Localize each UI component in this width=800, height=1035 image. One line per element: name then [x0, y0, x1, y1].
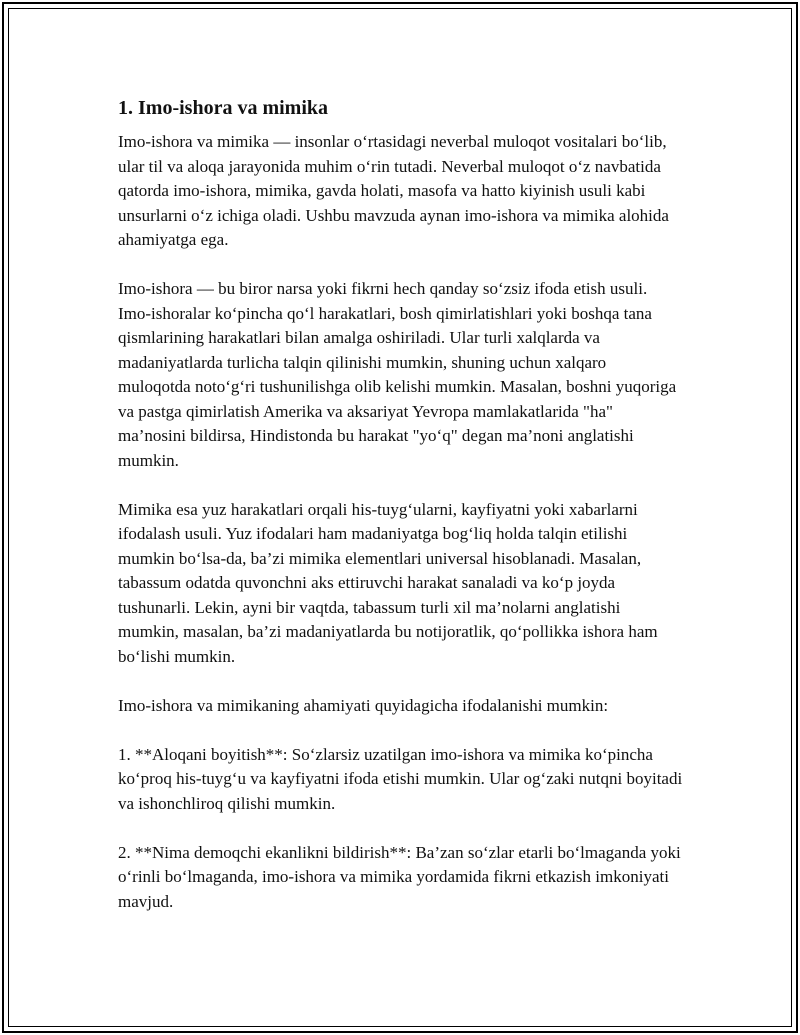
paragraph-gesture: Imo-ishora — bu biror narsa yoki fikrni hech qanday so‘zsiz ifoda etish usuli. Imo-ishoralar ko‘pincha qo‘l harakatlari, bosh qimirlatishlari yoki boshqa tana qismlarining harakatlari bilan amalga oshiriladi. Ular turli xalqlarda va madaniyatlarda turlicha talqin qilinishi mumkin, shuning uchun xalqaro muloqotda noto‘g‘ri tushunilishga olib kelishi mumkin. Masalan, boshni yuqoriga va pastga qimirlatish Amerika va aksariyat Yevropa mamlakatlarida "ha" ma’nosini bildirsa, Hindistonda bu harakat "yo‘q" degan ma’noni anglatishi mumkin.	[118, 279, 677, 470]
document-body	[118, 96, 683, 939]
section-heading: 1. Imo-ishora va mimika	[118, 97, 328, 119]
paragraph-intro: Imo-ishora va mimika — insonlar o‘rtasidagi neverbal muloqot vositalari bo‘lib, ular til va aloqa jarayonida muhim o‘rin tutadi. Neverbal muloqot o‘z navbatida qatorda imo-ishora, mimika, gavda holati, masofa va hatto kiyinish usuli kabi unsurlarni o‘z ichiga oladi. Ushbu mavzuda aynan imo-ishora va mimika alohida ahamiyatga ega.	[118, 132, 669, 249]
list-item-2: 2. **Nima demoqchi ekanlikni bildirish**: Ba’zan so‘zlar etarli bo‘lmaganda yoki o‘rinli bo‘lmaganda, imo-ishora va mimika yordamida fikrni etkazish imkoniyati mavjud.	[118, 842, 681, 911]
paragraph-mimicry: Mimika esa yuz harakatlari orqali his-tuyg‘ularni, kayfiyatni yoki xabarlarni ifodalash usuli. Yuz ifodalari ham madaniyatga bog‘liq holda talqin etilishi mumkin bo‘lsa-da, ba’zi mimika elementlari universal hisoblanadi. Masalan, tabassum odatda quvonchni aks ettiruvchi harakat sanaladi va ko‘p joyda tushunarli. Lekin, ayni bir vaqtda, tabassum turli xil ma’nolarni anglatishi mumkin, masalan, ba’zi madaniyatlarda bu notijoratlik, qo‘pollikka ishora ham bo‘lishi mumkin.	[118, 499, 658, 666]
list-item-1: 1. **Aloqani boyitish**: So‘zlarsiz uzatilgan imo-ishora va mimika ko‘pincha ko‘proq his-tuyg‘u va kayfiyatni ifoda etishi mumkin. Ular og‘zaki nutqni boyitadi va ishonchliroq qilishi mumkin.	[118, 744, 683, 813]
paragraph-importance-intro: Imo-ishora va mimikaning ahamiyati quyidagicha ifodalanishi mumkin:	[118, 695, 609, 715]
